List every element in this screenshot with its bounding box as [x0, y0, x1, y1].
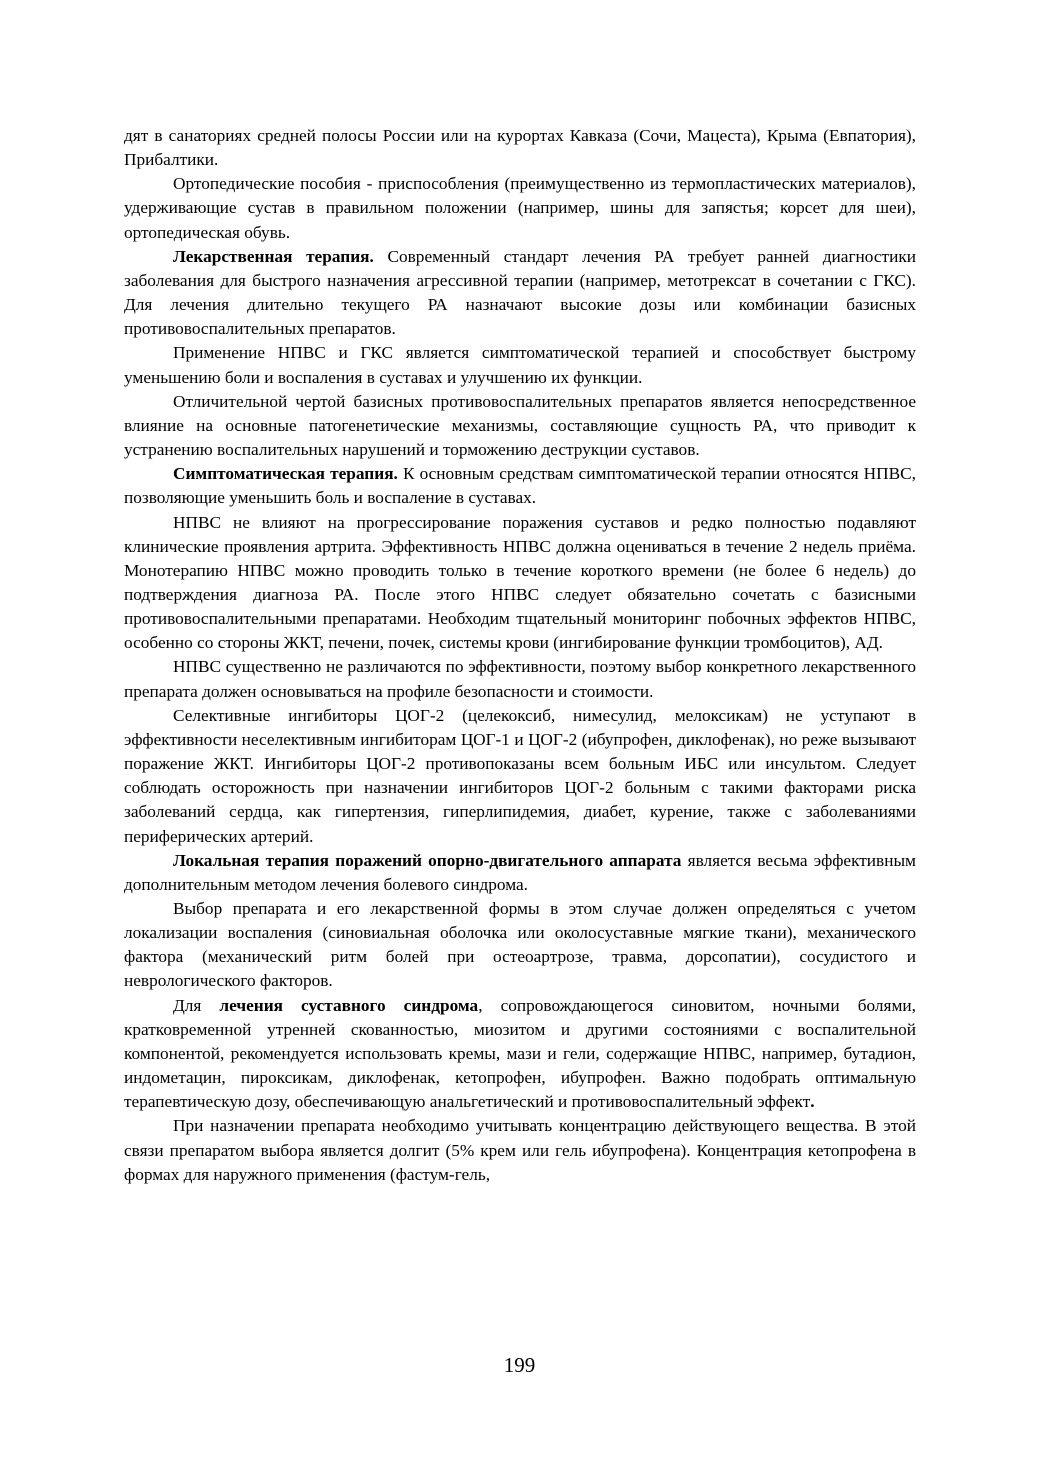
- paragraph: [124, 462, 916, 510]
- section-heading-symptomatic-therapy: Симптоматическая терапия.: [173, 464, 398, 484]
- emphasis-joint-syndrome: лечения суставного синдрома: [219, 995, 479, 1015]
- paragraph-text: К основным средствам симптоматической терапии относятся НПВС, позволяющие уменьшить боль и воспаление в суставах.: [124, 464, 916, 508]
- paragraph-text: Современный стандарт лечения РА требует ранней диагностики заболевания для быстрого назначения агрессивной терапии (например, метотрексат в сочетании с ГКС). Для лечения длительно текущего РА назначают высокие дозы или комбинации базисных противовоспалительных препаратов.: [124, 246, 916, 339]
- paragraph: [124, 172, 916, 244]
- paragraph-text: , сопровождающегося синовитом, ночными болями, кратковременной утренней скованностью, миозитом и другими состояниями с воспалительной компонентой, рекомендуется использовать кремы, мази и гели, содержащие НПВС, например, бутадион, индометацин, пироксикам, диклофенак, кетопрофен, ибупрофен. Важно подобрать оптимальную терапевтическую дозу, обеспечивающую анальгетический и противовоспалительный эффект: [124, 995, 916, 1112]
- paragraph: [124, 390, 916, 462]
- paragraph-text: Ортопедические пособия - приспособления (преимущественно из термопластических материалов), удерживающие сустав в правильном положении (например, шины для запястья; корсет для шеи), ортопедическая обувь.: [124, 174, 916, 242]
- paragraph-text: Выбор препарата и его лекарственной формы в этом случае должен определяться с учетом локализации воспаления (синовиальная оболочка или околосуставные мягкие ткани), механического фактора (механический ритм болей при остеоартрозе, травма, дорсопатии), сосудистого и неврологического факторов.: [124, 899, 916, 991]
- bold-period: .: [810, 1092, 815, 1112]
- paragraph-text: дят в санаториях средней полосы России или на курортах Кавказа (Сочи, Мацеста), Крыма (Евпатория), Прибалтики.: [124, 126, 916, 170]
- paragraph-text: НПВС не влияют на прогрессирование поражения суставов и редко полностью подавляют клинические проявления артрита. Эффективность НПВС должна оцениваться в течение 2 недель приёма. Монотерапию НПВС можно проводить только в течение короткого времени (не более 6 недель) до подтверждения диагноза РА. После этого НПВС следует обязательно сочетать с базисными противовоспалительными препаратами. Необходим тщательный мониторинг побочных эффектов НПВС, особенно со стороны ЖКТ, печени, почек, системы крови (ингибирование функции тромбоцитов), АД.: [124, 512, 916, 653]
- section-heading-local-therapy: Локальная терапия поражений опорно-двигательного аппарата: [173, 850, 682, 870]
- page-number: 199: [503, 1353, 536, 1377]
- paragraph: [124, 245, 916, 342]
- paragraph-text: Для: [173, 995, 220, 1015]
- paragraph-text: Применение НПВС и ГКС является симптоматической терапией и способствует быстрому уменьшению боли и воспаления в суставах и улучшению их функции.: [124, 343, 916, 387]
- paragraph: [124, 1114, 916, 1186]
- paragraph: [124, 849, 916, 897]
- paragraph-text: Селективные ингибиторы ЦОГ-2 (целекоксиб, нимесулид, мелоксикам) не уступают в эффективности неселективным ингибиторам ЦОГ-1 и ЦОГ-2 (ибупрофен, диклофенак), но реже вызывают поражение ЖКТ. Ингибиторы ЦОГ-2 противопоказаны всем больным ИБС или инсультом. Следует соблюдать осторожность при назначении ингибиторов ЦОГ-2 больным с такими факторами риска заболеваний сердца, как гипертензия, гиперлипидемия, диабет, курение, также с заболеваниями периферических артерий.: [124, 705, 916, 846]
- paragraph: [124, 124, 916, 172]
- paragraph-text: является весьма эффективным дополнительным методом лечения болевого синдрома.: [124, 850, 916, 894]
- paragraph: [124, 994, 916, 1115]
- paragraph: [124, 655, 916, 703]
- paragraph: [124, 511, 916, 656]
- paragraph-text: При назначении препарата необходимо учитывать концентрацию действующего вещества. В этой связи препаратом выбора является долгит (5% крем или гель ибупрофена). Концентрация кетопрофена в формах для наружного применения (фастум-гель,: [124, 1116, 916, 1184]
- paragraph: [124, 341, 916, 389]
- paragraph: [124, 704, 916, 849]
- paragraph: [124, 897, 916, 994]
- page-body-text: [124, 124, 916, 1187]
- paragraph-text: НПВС существенно не различаются по эффективности, поэтому выбор конкретного лекарственного препарата должен основываться на профиле безопасности и стоимости.: [124, 657, 916, 701]
- section-heading-drug-therapy: Лекарственная терапия.: [173, 246, 374, 266]
- paragraph-text: Отличительной чертой базисных противовоспалительных препаратов является непосредственное влияние на основные патогенетические механизмы, составляющие сущность РА, что приводит к устранению воспалительных нарушений и торможению деструкции суставов.: [124, 391, 916, 460]
